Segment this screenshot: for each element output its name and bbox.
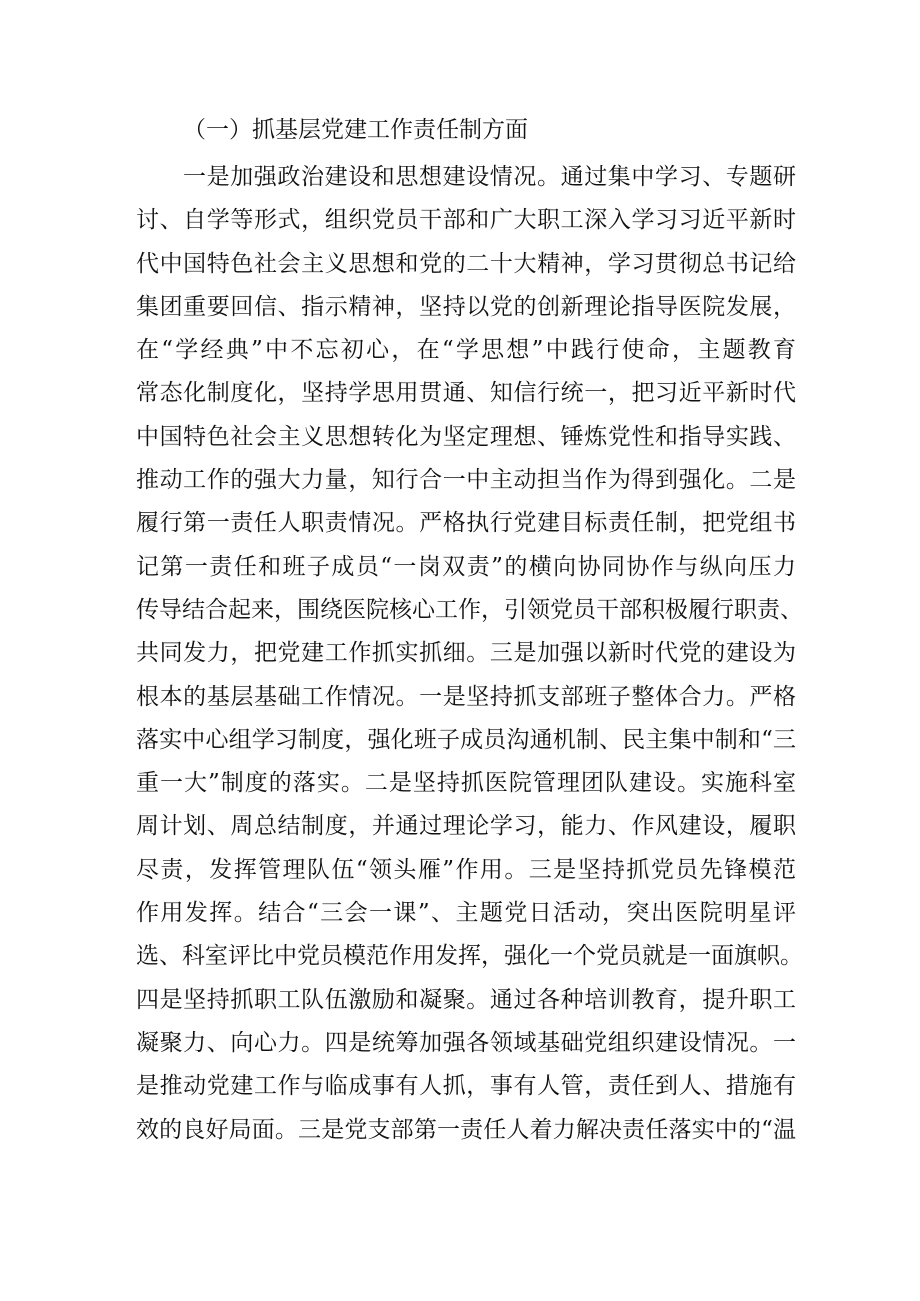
body-line: 尽责，发挥管理队伍“领头雁”作用。三是坚持抓党员先锋模范 xyxy=(136,856,796,883)
body-line: 是推动党建工作与临成事有人抓，事有人管，责任到人、措施有 xyxy=(136,1073,796,1100)
body-line: 作用发挥。结合“三会一课”、主题党日活动，突出医院明星评 xyxy=(136,900,796,927)
body-line: 推动工作的强大力量，知行合一中主动担当作为得到强化。二是 xyxy=(136,467,796,494)
body-line: 一是加强政治建设和思想建设情况。通过集中学习、专题研 xyxy=(183,164,796,190)
body-line: 集团重要回信、指示精神，坚持以党的创新理论指导医院发展， xyxy=(136,293,796,320)
body-text xyxy=(136,156,803,1152)
body-line: 传导结合起来，围绕医院核心工作，引领党员干部积极履行职责、 xyxy=(136,596,803,623)
body-line: 落实中心组学习制度，强化班子成员沟通机制、民主集中制和“三 xyxy=(136,726,796,753)
body-line: 凝聚力、向心力。四是统筹加强各领域基础党组织建设情况。一 xyxy=(136,1029,796,1056)
body-line: 常态化制度化，坚持学思用贯通、知信行统一，把习近平新时代 xyxy=(136,380,796,407)
body-line: 代中国特色社会主义思想和党的二十大精神，学习贯彻总书记给 xyxy=(136,250,796,277)
body-line: 效的良好局面。三是党支部第一责任人着力解决责任落实中的“温 xyxy=(136,1116,796,1143)
body-line: 在“学经典”中不忘初心，在“学思想”中践行使命，主题教育 xyxy=(136,337,796,364)
body-line: 根本的基层基础工作情况。一是坚持抓支部班子整体合力。严格 xyxy=(136,683,796,710)
body-line: 重一大”制度的落实。二是坚持抓医院管理团队建设。实施科室 xyxy=(136,770,796,797)
body-line: 中国特色社会主义思想转化为坚定理想、锤炼党性和指导实践、 xyxy=(136,423,796,450)
body-line: 履行第一责任人职责情况。严格执行党建目标责任制，把党组书 xyxy=(136,510,796,537)
body-line: 讨、自学等形式，组织党员干部和广大职工深入学习习近平新时 xyxy=(136,207,796,234)
body-line: 共同发力，把党建工作抓实抓细。三是加强以新时代党的建设为 xyxy=(136,640,796,667)
body-line: 选、科室评比中党员模范作用发挥，强化一个党员就是一面旗帜。 xyxy=(136,943,803,970)
section-heading: （一）抓基层党建工作责任制方面 xyxy=(183,117,528,143)
body-line: 记第一责任和班子成员“一岗双责”的横向协同协作与纵向压力 xyxy=(136,553,796,580)
body-line: 四是坚持抓职工队伍激励和凝聚。通过各种培训教育，提升职工 xyxy=(136,986,796,1013)
body-line: 周计划、周总结制度，并通过理论学习，能力、作风建设，履职 xyxy=(136,813,796,840)
